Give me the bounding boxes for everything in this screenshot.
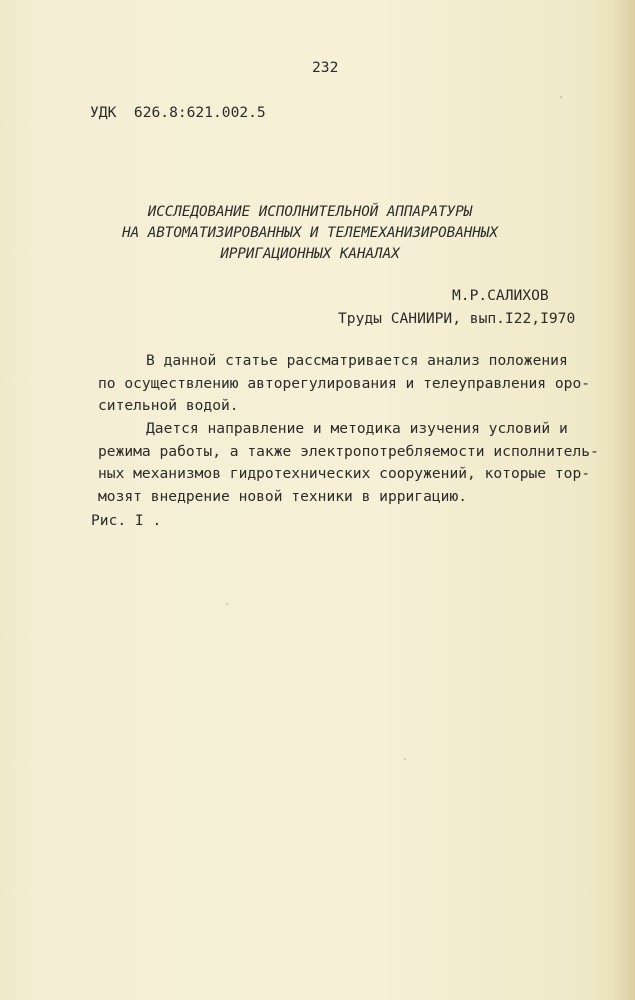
udc-code: УДК 626.8:621.002.5 [90,104,266,121]
abstract-line-1: В данной статье рассматривается анализ положения [146,352,568,369]
author-name: М.Р.САЛИХОВ [452,287,549,304]
page-edge-shadow [613,0,635,1000]
source-citation: Труды САНИИРИ, вып.I22,I970 [338,310,576,327]
paper-speck [226,603,228,605]
page-number: 232 [312,59,339,76]
abstract-line-4: Дается направление и методика изучения условий и [146,420,568,437]
paper-speck [404,758,406,760]
figures-note: Рис. I . [91,512,162,529]
abstract-line-3: сительной водой. [98,397,239,414]
abstract-line-7: мозят внедрение новой техники в ирригацию. [98,488,468,505]
title-line-2: НА АВТОМАТИЗИРОВАННЫХ И ТЕЛЕМЕХАНИЗИРОВАННЫХ [122,225,498,241]
abstract-line-6: ных механизмов гидротехнических сооружений, которые тор- [98,465,591,482]
paper-speck [560,96,562,98]
title-line-3: ИРРИГАЦИОННЫХ КАНАЛАХ [220,246,400,262]
title-line-1: ИССЛЕДОВАНИЕ ИСПОЛНИТЕЛЬНОЙ АППАРАТУРЫ [147,204,473,220]
abstract-line-2: по осуществлению авторегулирования и телеуправления оро- [98,375,591,392]
abstract-line-5: режима работы, а также электропотребляемости исполнитель- [98,443,599,460]
